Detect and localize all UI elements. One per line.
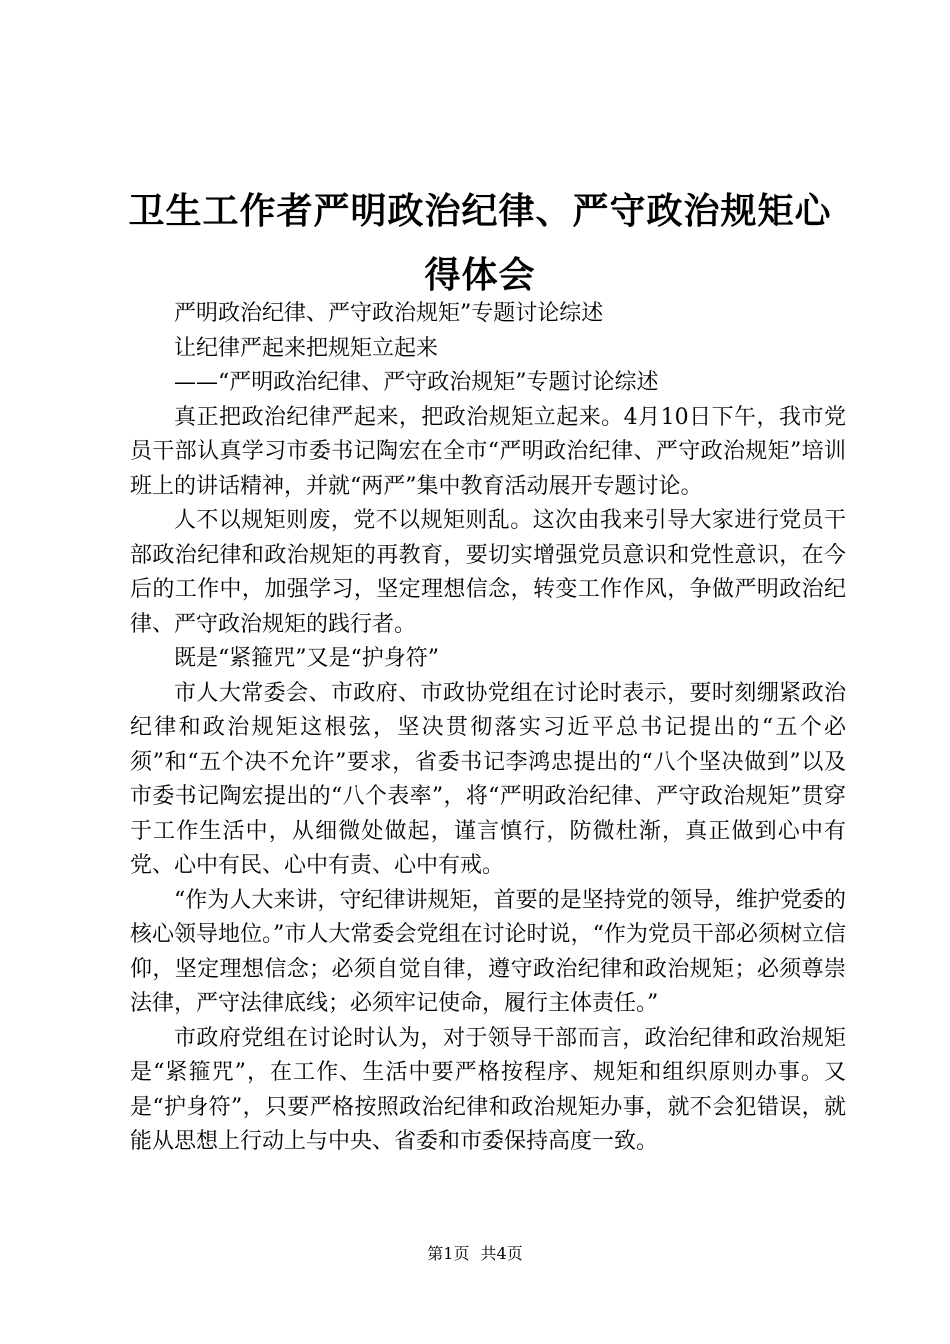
paragraph-subtitle: 严明政治纪律、严守政治规矩”专题讨论综述 bbox=[174, 301, 604, 326]
document-title: 卫生工作者严明政治纪律、严守政治规矩心得体会 bbox=[128, 191, 832, 296]
paragraph: 市政府党组在讨论时认为，对于领导干部而言，政治纪律和政治规矩是“紧箍咒”，在工作、生活中要严格按程序、规矩和组织原则办事。又是“护身符”，只要严格按照政治纪律和政治规矩办事，就不会犯错误，就能从思想上行动上与中央、省委和市委保持高度一致。 bbox=[130, 1025, 846, 1154]
paragraph: 人不以规矩则废，党不以规矩则乱。这次由我来引导大家进行党员干部政治纪律和政治规矩的再教育，要切实增强党员意识和党性意识，在今后的工作中，加强学习，坚定理想信念，转变工作作风，争做严明政治纪律、严守政治规矩的践行者。 bbox=[130, 508, 846, 637]
page-total: 共4页 bbox=[480, 1244, 523, 1263]
section-heading: 既是“紧箍咒”又是“护身符” bbox=[174, 646, 439, 671]
paragraph: “作为人大来讲，守纪律讲规矩，首要的是坚持党的领导，维护党委的核心领导地位。”市人大常委会党组在讨论时说，“作为党员干部必须树立信仰，坚定理想信念；必须自觉自律，遵守政治纪律和政治规矩；必须尊崇法律，严守法律底线；必须牢记使命，履行主体责任。” bbox=[130, 887, 846, 1016]
page-footer bbox=[0, 1244, 950, 1264]
paragraph-subheading: ——“严明政治纪律、严守政治规矩”专题讨论综述 bbox=[174, 370, 659, 395]
document-body bbox=[130, 297, 846, 1160]
paragraph: 市人大常委会、市政府、市政协党组在讨论时表示，要时刻绷紧政治纪律和政治规矩这根弦，坚决贯彻落实习近平总书记提出的“五个必须”和“五个决不允许”要求，省委书记李鸿忠提出的“八个坚决做到”以及市委书记陶宏提出的“八个表率”，将“严明政治纪律、严守政治规矩”贯穿于工作生活中，从细微处做起，谨言慎行，防微杜渐，真正做到心中有党、心中有民、心中有责、心中有戒。 bbox=[130, 680, 846, 878]
page-number: 第1页 bbox=[427, 1244, 470, 1263]
paragraph-heading: 让纪律严起来把规矩立起来 bbox=[174, 335, 439, 361]
paragraph: 真正把政治纪律严起来，把政治规矩立起来。4月10日下午，我市党员干部认真学习市委书记陶宏在全市“严明政治纪律、严守政治规矩”培训班上的讲话精神，并就“两严”集中教育活动展开专题讨论。 bbox=[130, 404, 846, 499]
